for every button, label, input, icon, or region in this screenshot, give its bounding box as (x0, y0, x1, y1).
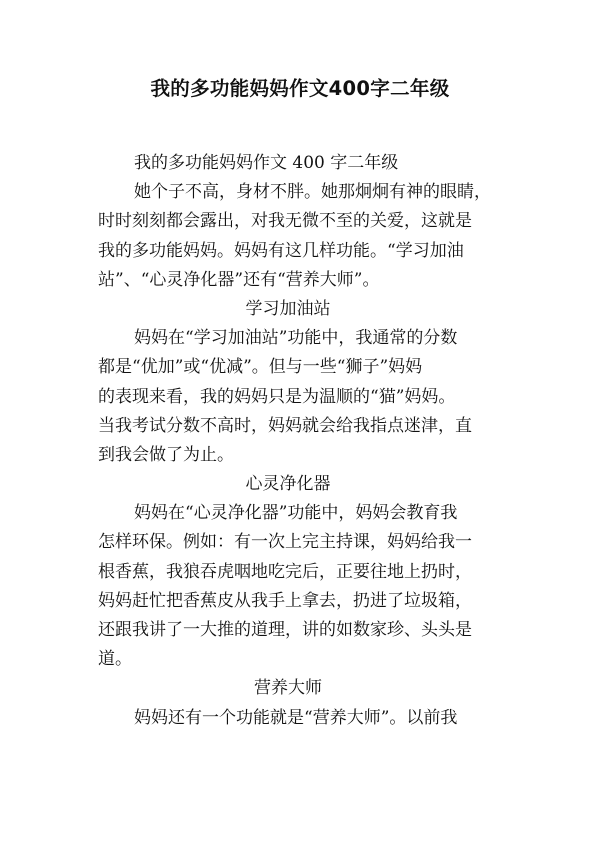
body-line: 我的多功能妈妈作文 400 字二年级 (134, 153, 399, 173)
body-line: 都是“优加”或“优减”。但与一些“狮子”妈妈 (98, 357, 423, 378)
body-line: 道。 (98, 649, 132, 670)
body-line: 她个子不高，身材不胖。她那炯炯有神的眼睛， (134, 182, 491, 203)
body-line: 站”、“心灵净化器”还有“营养大师”。 (98, 269, 380, 290)
body-line: 怎样环保。例如：有一次上完主持课，妈妈给我一 (98, 532, 472, 553)
body-line: 妈妈在“学习加油站”功能中，我通常的分数 (134, 328, 458, 349)
body-line: 到我会做了为止。 (98, 444, 234, 465)
body-line: 的表现来看，我的妈妈只是为温顺的“猫”妈妈。 (98, 386, 456, 407)
document-title: 我的多功能妈妈作文400字二年级 (150, 77, 450, 100)
body-line: 妈妈在“心灵净化器”功能中，妈妈会教育我 (134, 503, 458, 524)
section-heading: 学习加油站 (245, 298, 331, 319)
body-line: 时时刻刻都会露出，对我无微不至的关爱，这就是 (98, 211, 472, 232)
document-body (98, 149, 518, 733)
body-line: 还跟我讲了一大推的道理，讲的如数家珍、头头是 (98, 620, 472, 640)
section-heading: 营养大师 (254, 678, 322, 699)
section-heading: 心灵净化器 (245, 474, 331, 495)
body-line: 根香蕉，我狼吞虎咽地吃完后，正要往地上扔时， (98, 561, 472, 582)
body-line: 妈妈赶忙把香蕉皮从我手上拿去，扔进了垃圾箱， (98, 590, 472, 611)
body-line: 妈妈还有一个功能就是“营养大师”。以前我 (134, 707, 458, 728)
body-line: 当我考试分数不高时，妈妈就会给我指点迷津，直 (98, 415, 472, 436)
body-line: 我的多功能妈妈。妈妈有这几样功能。“学习加油 (98, 240, 464, 261)
